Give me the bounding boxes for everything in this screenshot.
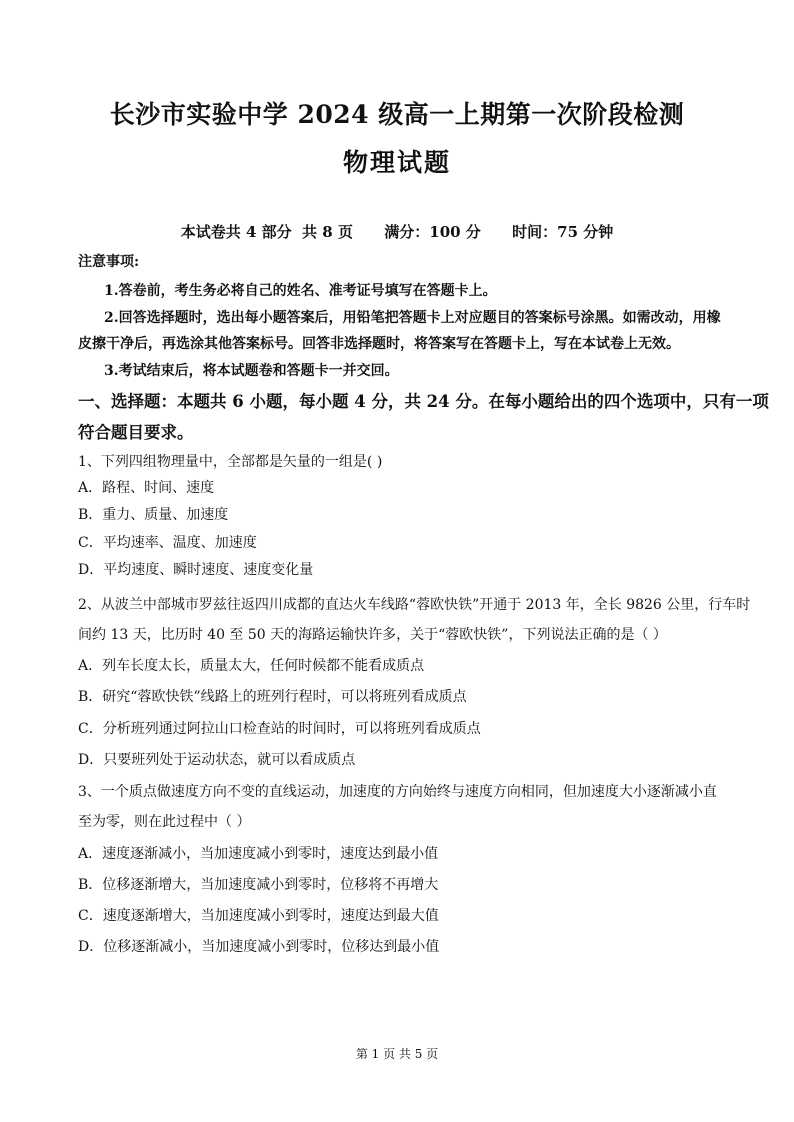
page-footer: 第 1 页 共 5 页 [355,1047,439,1061]
question-3-option-b: B．位移逐渐增大，当加速度减小到零时，位移将不再增大 [78,877,439,893]
section-heading-cont: 符合题目要求。 [78,423,194,442]
question-3-stem-cont: 至为零，则在此过程中（ ） [78,814,251,830]
page-subtitle: 物理试题 [342,148,451,177]
question-2-stem: 2、从波兰中部城市罗兹往返四川成都的直达火车线路“蓉欧快铁”开通于 2013 年，全长 9826 公里，行车时 [78,597,751,613]
question-3-option-c: C．速度逐渐增大，当加速度减小到零时，速度达到最大值 [78,908,439,924]
page-title: 长沙市实验中学 2024 级高一上期第一次阶段检测 [109,100,685,129]
notice-heading: 注意事项: [78,254,140,270]
exam-info: 本试卷共 4 部分 共 8 页 满分：100 分 时间：75 分钟 [180,223,614,241]
question-3-option-d: D．位移逐渐减小，当加速度减小到零时，位移达到最小值 [78,939,440,955]
question-2-option-a: A．列车长度太长，质量太大，任何时候都不能看成质点 [78,658,425,674]
section-heading: 一、选择题：本题共 6 小题，每小题 4 分，共 24 分。在每小题给出的四个选项中，只有一项 [78,392,769,411]
question-1-option-a: A．路程、时间、速度 [78,480,215,496]
question-2-stem-cont: 间约 13 天，比历时 40 至 50 天的海路运输快许多，关于“蓉欧快铁”，下列说法正确的是（ ） [78,627,667,643]
question-2-option-d: D．只要班列处于运动状态，就可以看成质点 [78,752,356,768]
question-1-option-c: C．平均速率、温度、加速度 [78,535,257,551]
question-3-option-a: A．速度逐渐减小，当加速度减小到零时，速度达到最小值 [78,846,439,862]
question-1-option-b: B．重力、质量、加速度 [78,507,229,523]
notice-item-2: 2.回答选择题时，选出每小题答案后，用铅笔把答题卡上对应题目的答案标号涂黑。如需改动，用橡 [104,310,721,326]
question-1-stem: 1、下列四组物理量中，全部都是矢量的一组是( ) [78,454,383,470]
notice-item-1: 1.答卷前，考生务必将自己的姓名、准考证号填写在答题卡上。 [104,283,497,299]
notice-item-3: 3.考试结束后，将本试题卷和答题卡一并交回。 [104,363,399,379]
question-2-option-c: C．分析班列通过阿拉山口检查站的时间时，可以将班列看成质点 [78,721,481,737]
question-3-stem: 3、一个质点做速度方向不变的直线运动，加速度的方向始终与速度方向相同，但加速度大小逐渐减小直 [78,784,717,800]
question-2-option-b: B．研究“蓉欧快铁”线路上的班列行程时，可以将班列看成质点 [78,689,467,705]
notice-item-2-cont: 皮擦干净后，再选涂其他答案标号。回答非选择题时，将答案写在答题卡上，写在本试卷上无效。 [78,336,680,352]
question-1-option-d: D．平均速度、瞬时速度、速度变化量 [78,562,314,578]
